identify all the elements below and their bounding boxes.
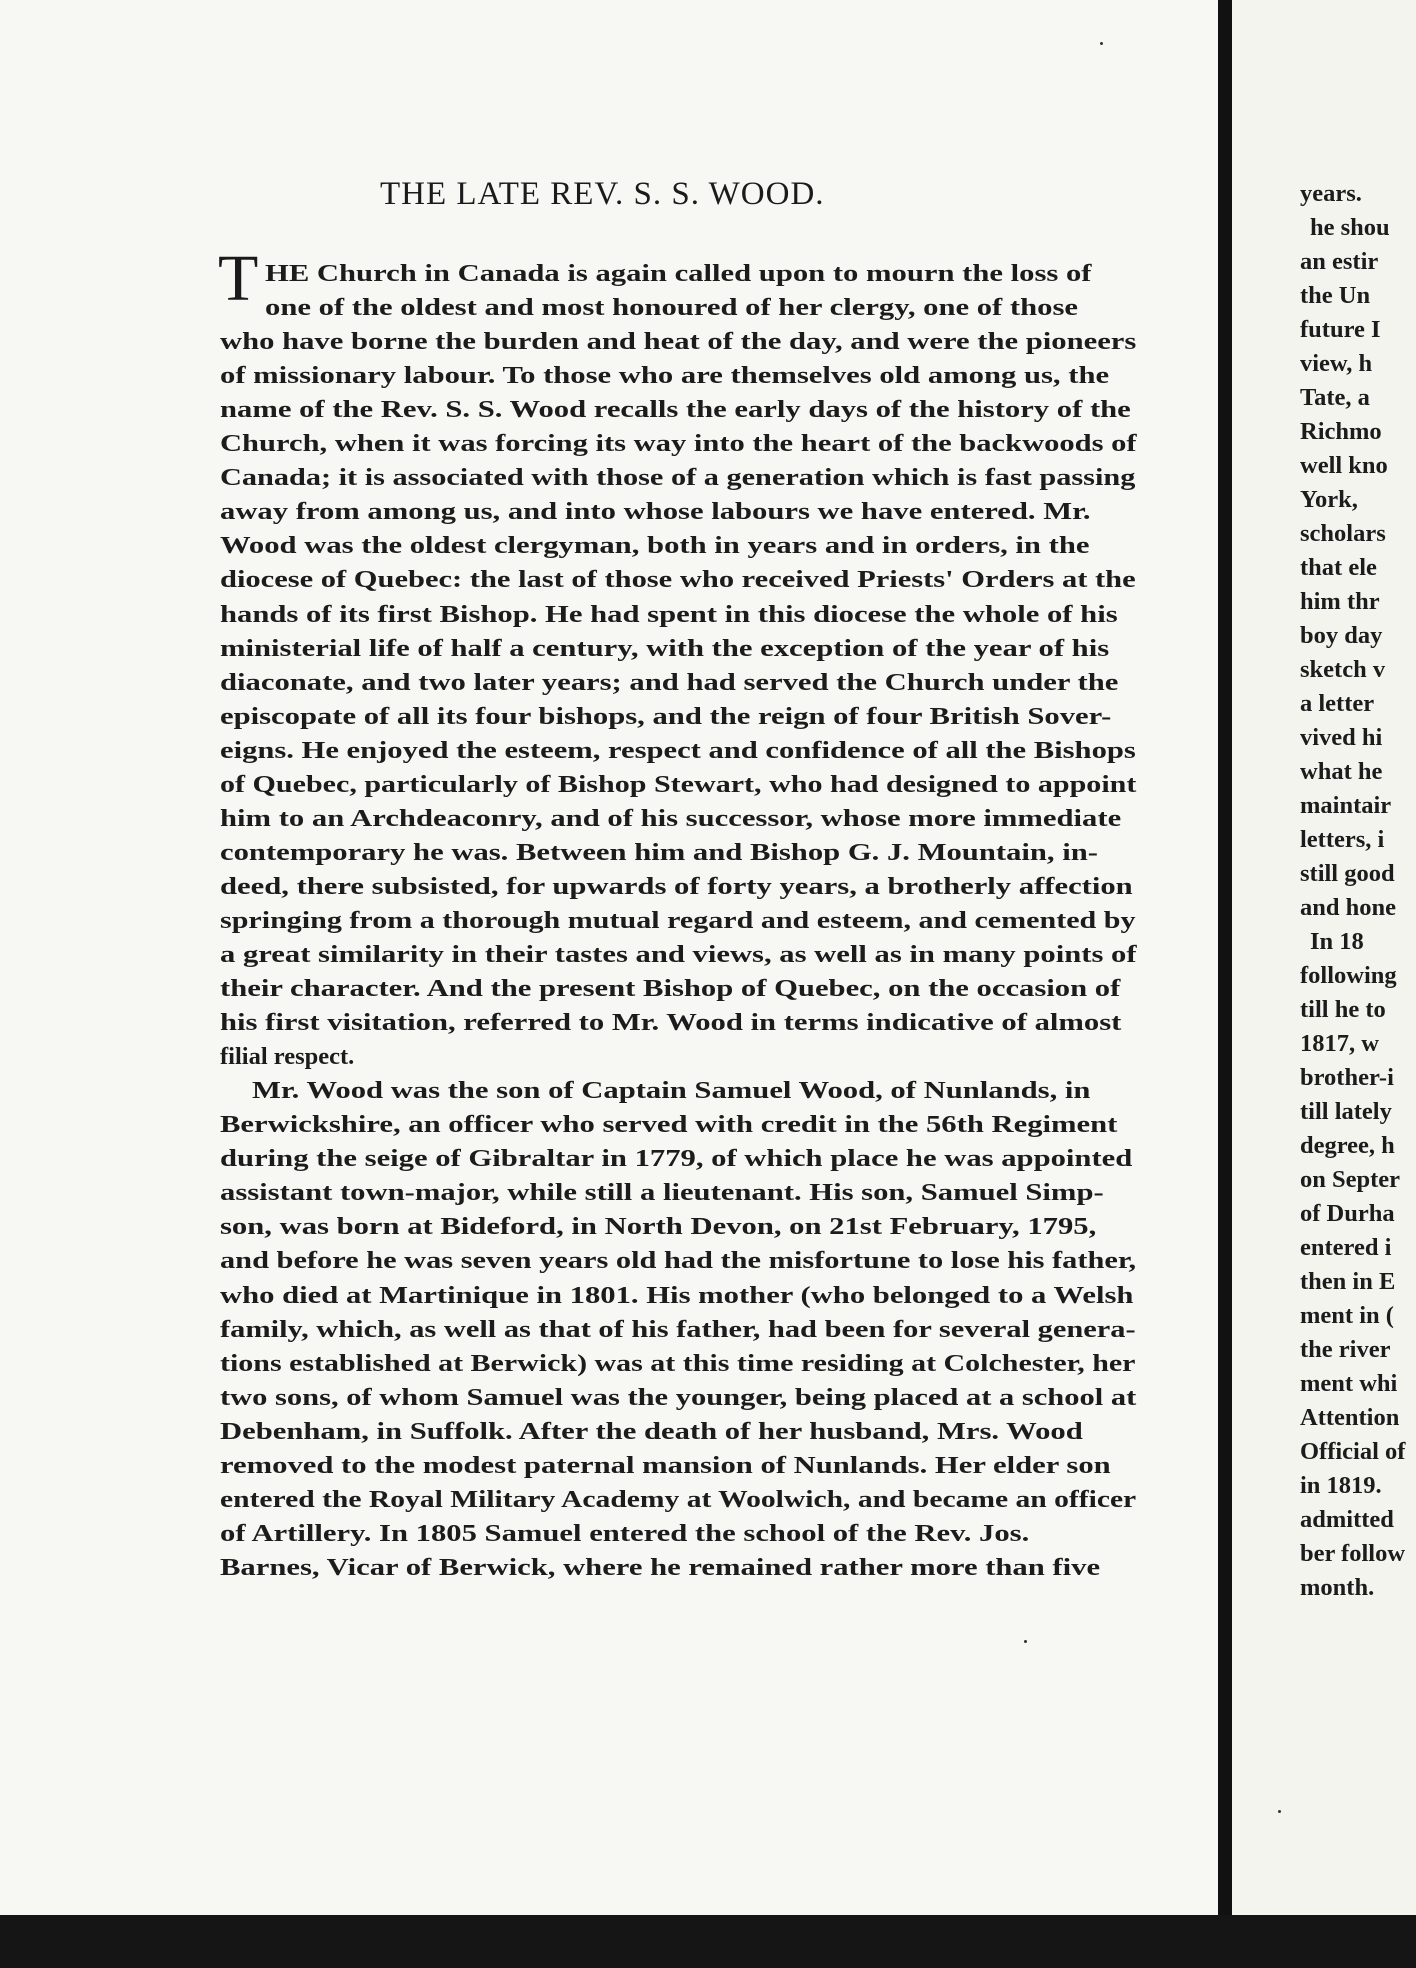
article-line: diaconate, and two later years; and had served the Church under the (220, 668, 1119, 696)
article-line: Canada; it is associated with those of a generation which is fast passing (220, 464, 1136, 492)
right-page-line: Official of (1300, 1438, 1406, 1465)
right-page-line: ment whi (1300, 1370, 1398, 1397)
article-line: and before he was seven years old had the misfortune to lose his father, (220, 1247, 1137, 1275)
article-line: Debenham, in Suffolk. After the death of her husband, Mrs. Wood (220, 1417, 1083, 1445)
article-line: filial respect. (220, 1043, 355, 1071)
article-line: his first visitation, referred to Mr. Wood in terms indicative of almost (220, 1009, 1122, 1037)
article-line: Mr. Wood was the son of Captain Samuel Wood, of Nunlands, in (252, 1077, 1091, 1105)
article-line: Barnes, Vicar of Berwick, where he remained rather more than five (220, 1553, 1101, 1581)
article-line: hands of its first Bishop. He had spent in this diocese the whole of his (220, 600, 1118, 628)
right-page-line: letters, i (1300, 826, 1385, 853)
right-page-line: degree, h (1300, 1132, 1395, 1159)
right-page-line: 1817, w (1300, 1030, 1379, 1057)
article-line: Church, when it was forcing its way into the heart of the backwoods of (220, 430, 1137, 458)
right-page-line: then in E (1300, 1268, 1396, 1295)
article-line: springing from a thorough mutual regard and esteem, and cemented by (220, 906, 1136, 934)
article-line: two sons, of whom Samuel was the younger, being placed at a school at (220, 1383, 1137, 1411)
article-line: a great similarity in their tastes and views, as well as in many points of (220, 941, 1137, 968)
article-line: one of the oldest and most honoured of her clergy, one of those (265, 294, 1078, 322)
article-line: who have borne the burden and heat of the day, and were the pioneers (220, 328, 1137, 356)
right-page-line: entered i (1300, 1234, 1392, 1261)
right-page-line: well kno (1300, 452, 1388, 479)
right-page-line: what he (1300, 758, 1383, 785)
article-line: deed, there subsisted, for upwards of forty years, a brotherly affection (220, 872, 1133, 900)
article-line: Wood was the oldest clergyman, both in years and in orders, in the (220, 532, 1090, 560)
right-page-line: he shou (1310, 214, 1390, 241)
right-page-line: boy day (1300, 622, 1383, 649)
article-line: episcopate of all its four bishops, and the reign of four British Sover- (220, 702, 1112, 730)
page-speck (1024, 1640, 1027, 1643)
page-gutter (1218, 0, 1232, 1915)
right-page-line: of Durha (1300, 1200, 1395, 1227)
article-line: entered the Royal Military Academy at Woolwich, and became an officer (220, 1485, 1137, 1513)
article-line: contemporary he was. Between him and Bishop G. J. Mountain, in- (220, 838, 1098, 866)
right-page-line: Tate, a (1300, 384, 1370, 411)
article-line: ministerial life of half a century, with the exception of the year of his (220, 634, 1110, 662)
right-page-line: following (1300, 962, 1397, 989)
right-page-line: an estir (1300, 248, 1379, 275)
article-line: Berwickshire, an officer who served with credit in the 56th Regiment (220, 1111, 1118, 1139)
right-page-line: the river (1300, 1336, 1391, 1363)
page-speck (1278, 1810, 1281, 1813)
right-page-line: scholars (1300, 520, 1386, 547)
right-page-line: on Septer (1300, 1166, 1401, 1193)
article-line: assistant town-major, while still a lieutenant. His son, Samuel Simp- (220, 1179, 1104, 1207)
right-page (1232, 0, 1416, 1915)
right-page-line: York, (1300, 486, 1358, 513)
article-line: of missionary labour. To those who are themselves old among us, the (220, 362, 1110, 390)
right-page-line: Attention (1300, 1404, 1400, 1431)
article-line: him to an Archdeaconry, and of his successor, whose more immediate (220, 804, 1122, 832)
article-line: tions established at Berwick) was at this time residing at Colchester, her (220, 1349, 1136, 1377)
article-line: HE Church in Canada is again called upon to mourn the loss of (265, 260, 1092, 287)
article-line: of Artillery. In 1805 Samuel entered the school of the Rev. Jos. (220, 1519, 1030, 1547)
right-page-line: sketch v (1300, 656, 1386, 683)
right-page-line: still good (1300, 860, 1395, 887)
article-line: diocese of Quebec: the last of those who received Priests' Orders at the (220, 566, 1136, 594)
right-page-line: him thr (1300, 588, 1380, 615)
right-page-line: maintair (1300, 792, 1392, 819)
article-line: during the seige of Gibraltar in 1779, of which place he was appointed (220, 1145, 1133, 1173)
right-page-line: ment in ( (1300, 1302, 1394, 1329)
right-page-line: ber follow (1300, 1540, 1406, 1567)
right-page-line: and hone (1300, 894, 1397, 921)
article-title: THE LATE REV. S. S. WOOD. (380, 176, 825, 212)
right-page-line: brother-i (1300, 1064, 1394, 1091)
right-page-line: vived hi (1300, 724, 1383, 751)
right-page-line: a letter (1300, 690, 1375, 717)
article-line: who died at Martinique in 1801. His mother (who belonged to a Welsh (220, 1281, 1134, 1309)
right-page-line: that ele (1300, 554, 1377, 581)
drop-cap: T (218, 242, 259, 315)
article-line: son, was born at Bideford, in North Devon, on 21st February, 1795, (220, 1213, 1097, 1241)
page-speck (1100, 42, 1103, 45)
right-page-line: admitted (1300, 1506, 1394, 1533)
right-page-line: Richmo (1300, 418, 1382, 445)
right-page-line: till lately (1300, 1098, 1392, 1125)
right-page-line: years. (1300, 180, 1362, 207)
right-page-line: till he to (1300, 996, 1386, 1023)
article-line: eigns. He enjoyed the esteem, respect and confidence of all the Bishops (220, 736, 1136, 764)
right-page-line: In 18 (1310, 928, 1364, 955)
right-page-line: in 1819. (1300, 1472, 1382, 1499)
article-line: their character. And the present Bishop of Quebec, on the occasion of (220, 975, 1121, 1003)
article-line: of Quebec, particularly of Bishop Stewart, who had designed to appoint (220, 770, 1137, 798)
scan-edge (0, 1915, 1416, 1968)
right-page-line: view, h (1300, 350, 1373, 377)
article-line: family, which, as well as that of his father, had been for several genera- (220, 1315, 1136, 1343)
right-page-line: month. (1300, 1574, 1375, 1601)
right-page-line: the Un (1300, 282, 1371, 309)
article-line: removed to the modest paternal mansion of Nunlands. Her elder son (220, 1451, 1111, 1479)
article-line: name of the Rev. S. S. Wood recalls the early days of the history of the (220, 396, 1131, 424)
article-line: away from among us, and into whose labours we have entered. Mr. (220, 498, 1091, 526)
right-page-line: future I (1300, 316, 1381, 343)
